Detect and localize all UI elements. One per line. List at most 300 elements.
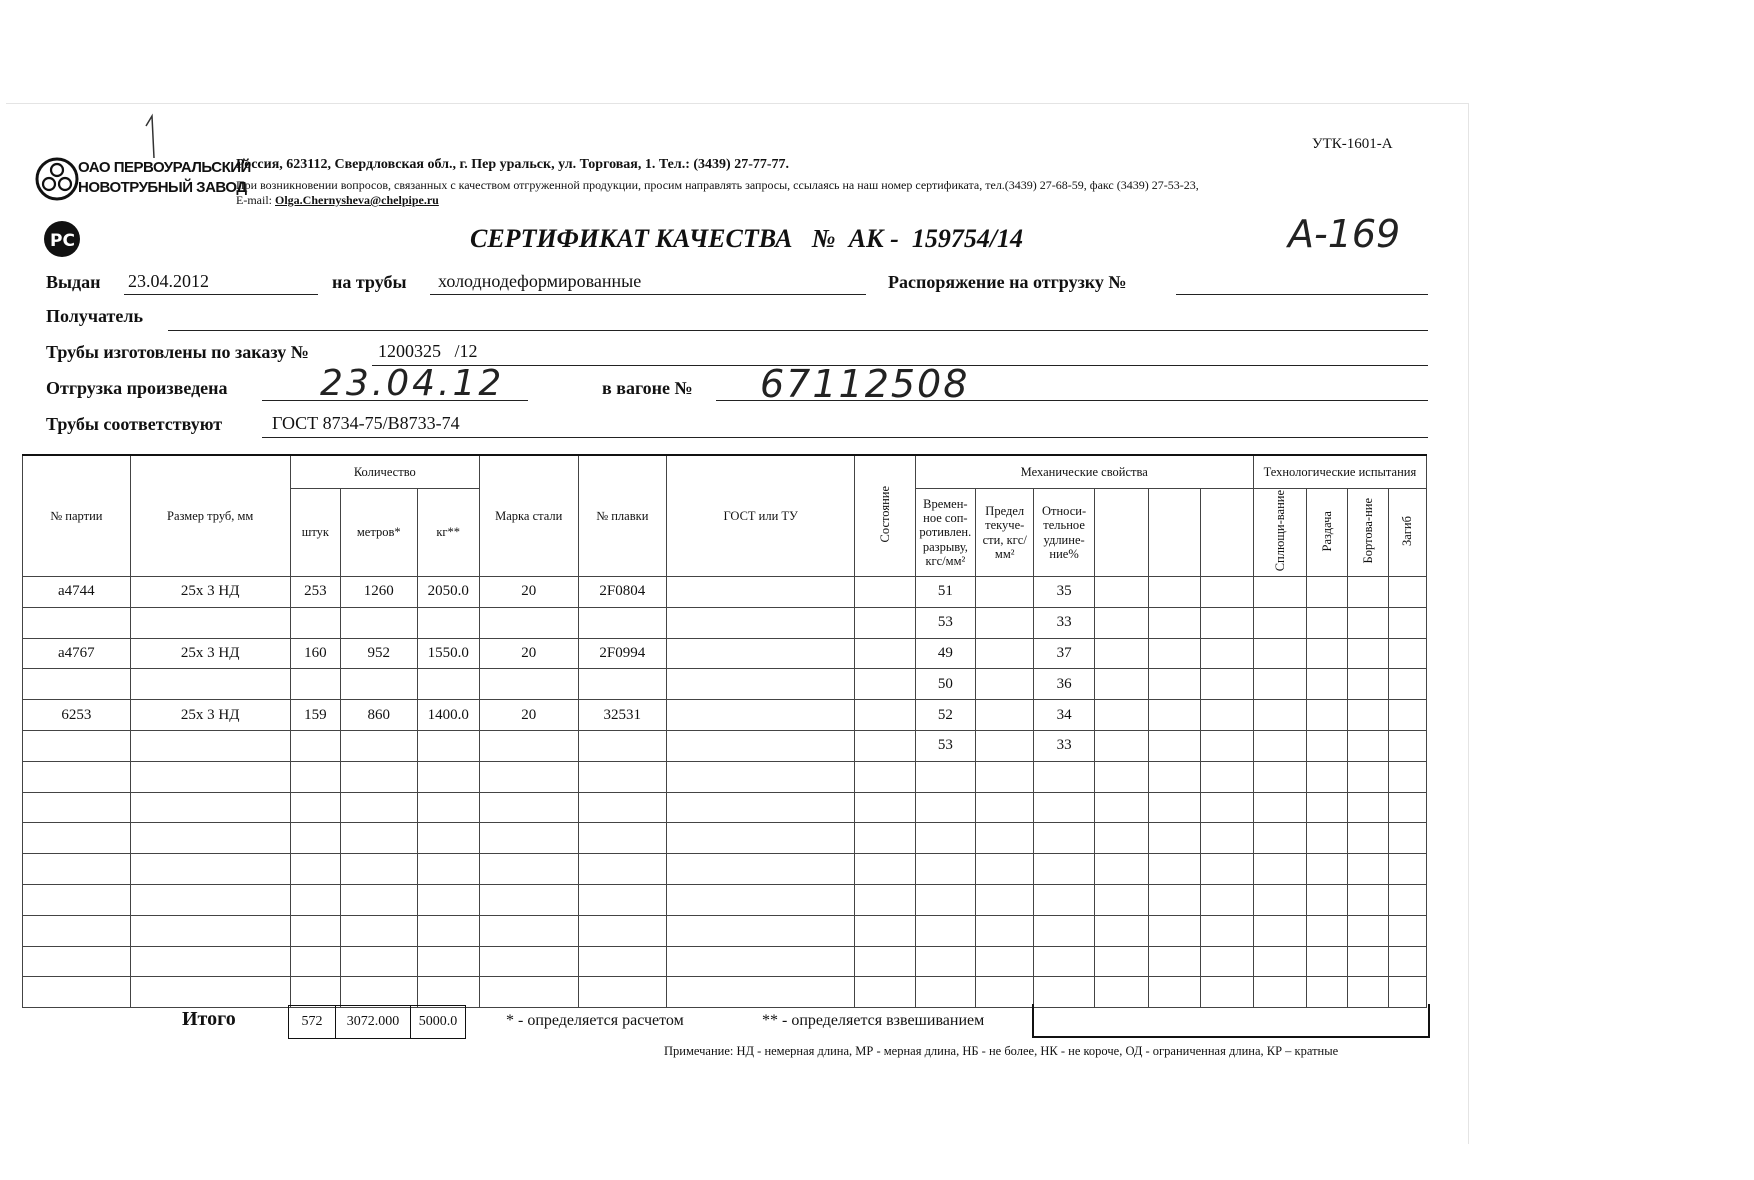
cell-heat: 2F0994 <box>578 638 667 669</box>
cell-flatten <box>1253 669 1306 700</box>
cell-tensile <box>915 946 975 977</box>
cell-kg: 2050.0 <box>417 577 479 608</box>
cell-flatten <box>1253 607 1306 638</box>
cell-batch <box>23 977 131 1008</box>
cell-meters <box>341 884 417 915</box>
cell-batch <box>23 669 131 700</box>
cell-flatten <box>1253 761 1306 792</box>
cell-gost <box>667 884 855 915</box>
cell-bend <box>1388 823 1426 854</box>
address-line: Россия, 623112, Свердловская обл., г. Пер уральск, ул. Торговая, 1. Тел.: (3439) 27-77-77. <box>236 157 790 172</box>
cell-yield <box>976 638 1034 669</box>
cell-kg <box>417 761 479 792</box>
totals-label: Итого <box>182 1008 236 1030</box>
cell-yield <box>976 854 1034 885</box>
cell-gost <box>667 761 855 792</box>
cell-steel: 20 <box>479 577 578 608</box>
cell-mech-extra-3 <box>1201 638 1253 669</box>
header-quantity: Количество <box>290 455 479 489</box>
header-flange <box>1348 489 1388 577</box>
cell-steel: 20 <box>479 700 578 731</box>
cell-state <box>855 854 915 885</box>
cell-steel <box>479 730 578 761</box>
cell-pcs <box>290 884 340 915</box>
cell-bend <box>1388 577 1426 608</box>
cell-mech-extra-2 <box>1149 577 1201 608</box>
cell-gost <box>667 977 855 1008</box>
cell-mech-extra-1 <box>1094 884 1148 915</box>
wagon-underline <box>716 400 1428 401</box>
cell-heat <box>578 854 667 885</box>
cell-pcs <box>290 823 340 854</box>
table-row <box>23 946 1427 977</box>
cell-flatten <box>1253 792 1306 823</box>
header-heat: № плавки <box>578 455 667 577</box>
cell-state <box>855 730 915 761</box>
header-yield: Предел текуче-сти, кгс/мм² <box>976 489 1034 577</box>
cell-meters: 952 <box>341 638 417 669</box>
cell-batch: а4744 <box>23 577 131 608</box>
cell-kg <box>417 607 479 638</box>
cell-yield <box>976 977 1034 1008</box>
email-link[interactable]: Olga.Chernysheva@chelpipe.ru <box>275 193 439 207</box>
certification-mark-icon <box>40 212 96 262</box>
cell-batch <box>23 915 131 946</box>
cell-steel <box>479 792 578 823</box>
cell-mech-extra-3 <box>1201 946 1253 977</box>
header-tensile: Времен-ное соп-ротивлен. разрыву, кгс/мм² <box>915 489 975 577</box>
header-tech: Технологические испытания <box>1253 455 1426 489</box>
cell-flange <box>1348 761 1388 792</box>
cell-bend <box>1388 638 1426 669</box>
cell-flare <box>1307 792 1348 823</box>
cell-elong <box>1034 884 1094 915</box>
cell-kg <box>417 669 479 700</box>
cell-flange <box>1348 823 1388 854</box>
cell-tensile: 49 <box>915 638 975 669</box>
cell-yield <box>976 792 1034 823</box>
cell-mech-extra-2 <box>1149 823 1201 854</box>
cell-gost <box>667 607 855 638</box>
cell-flatten <box>1253 577 1306 608</box>
cell-steel <box>479 946 578 977</box>
cell-heat <box>578 669 667 700</box>
certificate-title: СЕРТИФИКАТ КАЧЕСТВА № АК - 159754/14 <box>470 224 1024 253</box>
company-name <box>78 158 251 198</box>
cell-gost <box>667 823 855 854</box>
cell-meters <box>341 607 417 638</box>
cell-steel <box>479 915 578 946</box>
header-mech-empty-2 <box>1149 489 1201 577</box>
totals-empty-box <box>1032 1004 1430 1038</box>
cell-steel <box>479 884 578 915</box>
totals-pcs: 572 <box>289 1006 336 1039</box>
cell-elong: 36 <box>1034 669 1094 700</box>
footnote: Примечание: НД - немерная длина, МР - мерная длина, НБ - не более, НК - не короче, ОД - ограниченная длина, КР – кратные <box>664 1044 1339 1058</box>
cell-steel <box>479 977 578 1008</box>
cell-kg <box>417 977 479 1008</box>
cell-mech-extra-2 <box>1149 730 1201 761</box>
cell-mech-extra-2 <box>1149 638 1201 669</box>
cell-kg: 1550.0 <box>417 638 479 669</box>
table-row <box>23 915 1427 946</box>
cell-meters <box>341 854 417 885</box>
cell-state <box>855 823 915 854</box>
cell-size <box>130 792 290 823</box>
cell-mech-extra-1 <box>1094 915 1148 946</box>
cell-flare <box>1307 669 1348 700</box>
company-name-line1: ОАО ПЕРВОУРАЛЬСКИЙ <box>78 159 251 176</box>
cell-kg <box>417 915 479 946</box>
cell-size <box>130 854 290 885</box>
cell-pcs <box>290 792 340 823</box>
cell-steel: 20 <box>479 638 578 669</box>
cell-kg <box>417 946 479 977</box>
cell-mech-extra-2 <box>1149 700 1201 731</box>
cell-yield <box>976 730 1034 761</box>
cell-flange <box>1348 638 1388 669</box>
cell-meters: 1260 <box>341 577 417 608</box>
cell-yield <box>976 946 1034 977</box>
totals-note-2: ** - определяется взвешиванием <box>762 1012 985 1029</box>
cell-yield <box>976 823 1034 854</box>
order-shipping-label: Распоряжение на отгрузку № <box>888 272 1127 292</box>
issued-underline <box>124 294 318 295</box>
cell-gost <box>667 915 855 946</box>
cell-steel <box>479 607 578 638</box>
handwritten-mark: А-169 <box>1288 212 1401 256</box>
cell-steel <box>479 761 578 792</box>
cell-steel <box>479 823 578 854</box>
header-flare-text: Раздача <box>1320 510 1335 552</box>
cell-flatten <box>1253 730 1306 761</box>
cell-flange <box>1348 915 1388 946</box>
cell-bend <box>1388 915 1426 946</box>
cell-size: 25х 3 НД <box>130 577 290 608</box>
totals-meters: 3072.000 <box>336 1006 411 1039</box>
cell-flange <box>1348 792 1388 823</box>
cell-bend <box>1388 761 1426 792</box>
cell-state <box>855 761 915 792</box>
cell-mech-extra-1 <box>1094 607 1148 638</box>
cell-flare <box>1307 915 1348 946</box>
cell-pcs <box>290 761 340 792</box>
cell-meters <box>341 792 417 823</box>
header-bend <box>1388 489 1426 577</box>
cell-mech-extra-3 <box>1201 730 1253 761</box>
table-row <box>23 730 1427 761</box>
cell-pcs <box>290 854 340 885</box>
header-bend-text: Загиб <box>1400 515 1415 546</box>
header-mech-empty-1 <box>1094 489 1148 577</box>
cell-tensile <box>915 915 975 946</box>
cell-size <box>130 823 290 854</box>
cell-meters <box>341 761 417 792</box>
cell-batch: 6253 <box>23 700 131 731</box>
cell-elong <box>1034 946 1094 977</box>
cell-tensile <box>915 792 975 823</box>
cell-heat: 2F0804 <box>578 577 667 608</box>
cell-state <box>855 607 915 638</box>
table-row <box>23 638 1427 669</box>
cell-flange <box>1348 577 1388 608</box>
cell-tensile <box>915 977 975 1008</box>
cell-flare <box>1307 577 1348 608</box>
cell-elong <box>1034 823 1094 854</box>
cell-size <box>130 977 290 1008</box>
cell-size <box>130 669 290 700</box>
cell-kg <box>417 854 479 885</box>
cell-elong: 33 <box>1034 730 1094 761</box>
cell-steel <box>479 854 578 885</box>
cell-meters: 860 <box>341 700 417 731</box>
cell-batch <box>23 607 131 638</box>
totals-kg: 5000.0 <box>411 1006 466 1039</box>
cell-pcs <box>290 946 340 977</box>
cell-mech-extra-2 <box>1149 884 1201 915</box>
cell-pcs <box>290 607 340 638</box>
cell-kg <box>417 823 479 854</box>
table-row <box>23 700 1427 731</box>
cell-flange <box>1348 854 1388 885</box>
header-elong: Относи-тельное удлине-ние% <box>1034 489 1094 577</box>
cell-flare <box>1307 884 1348 915</box>
cell-flatten <box>1253 946 1306 977</box>
recipient-underline <box>168 330 1428 331</box>
cell-tensile <box>915 854 975 885</box>
cell-flatten <box>1253 884 1306 915</box>
cell-pcs: 160 <box>290 638 340 669</box>
cell-yield <box>976 915 1034 946</box>
cell-mech-extra-2 <box>1149 792 1201 823</box>
header-mech: Механические свойства <box>915 455 1253 489</box>
wagon-label: в вагоне № <box>602 378 693 398</box>
cell-batch <box>23 946 131 977</box>
cell-mech-extra-1 <box>1094 638 1148 669</box>
cell-flange <box>1348 946 1388 977</box>
cell-pcs: 159 <box>290 700 340 731</box>
cell-yield <box>976 700 1034 731</box>
cell-flatten <box>1253 638 1306 669</box>
cell-mech-extra-3 <box>1201 607 1253 638</box>
wagon-value: 67112508 <box>760 362 970 406</box>
cell-heat <box>578 884 667 915</box>
cell-bend <box>1388 854 1426 885</box>
header-meters: метров* <box>341 489 417 577</box>
totals-note-1: * - определяется расчетом <box>506 1012 684 1029</box>
cell-pcs <box>290 915 340 946</box>
cell-meters <box>341 977 417 1008</box>
cell-kg: 1400.0 <box>417 700 479 731</box>
cell-mech-extra-3 <box>1201 792 1253 823</box>
order-value: 1200325 /12 <box>378 341 478 361</box>
cell-meters <box>341 946 417 977</box>
cell-bend <box>1388 607 1426 638</box>
header-flatten-text: Сплющи-вание <box>1272 490 1287 572</box>
cell-mech-extra-2 <box>1149 946 1201 977</box>
cell-yield <box>976 669 1034 700</box>
standard-label: Трубы соответствуют <box>46 414 223 434</box>
pipes-underline <box>430 294 866 295</box>
cell-gost <box>667 638 855 669</box>
cell-bend <box>1388 946 1426 977</box>
cell-yield <box>976 884 1034 915</box>
table-row <box>23 669 1427 700</box>
cell-flare <box>1307 823 1348 854</box>
cell-steel <box>479 669 578 700</box>
shipping-label: Отгрузка произведена <box>46 378 228 398</box>
cell-size <box>130 915 290 946</box>
header-steel: Марка стали <box>479 455 578 577</box>
cell-size: 25х 3 НД <box>130 638 290 669</box>
cell-flatten <box>1253 915 1306 946</box>
cell-state <box>855 792 915 823</box>
cell-mech-extra-1 <box>1094 854 1148 885</box>
cell-elong: 33 <box>1034 607 1094 638</box>
header-size: Размер труб, мм <box>130 455 290 577</box>
cell-flare <box>1307 607 1348 638</box>
cell-heat: 32531 <box>578 700 667 731</box>
cell-gost <box>667 854 855 885</box>
cell-bend <box>1388 700 1426 731</box>
certificate-table <box>22 454 1427 1008</box>
cell-mech-extra-1 <box>1094 761 1148 792</box>
cell-flange <box>1348 730 1388 761</box>
svg-text:PC: PC <box>50 231 75 251</box>
cell-state <box>855 915 915 946</box>
cell-flare <box>1307 700 1348 731</box>
header-mech-empty-3 <box>1201 489 1253 577</box>
email-label: E-mail: <box>236 193 272 207</box>
cell-yield <box>976 577 1034 608</box>
cell-bend <box>1388 730 1426 761</box>
cell-size <box>130 884 290 915</box>
shipping-value: 23.04.12 <box>320 363 505 404</box>
cell-tensile: 53 <box>915 730 975 761</box>
shipping-underline <box>262 400 528 401</box>
cell-pcs <box>290 977 340 1008</box>
order-label: Трубы изготовлены по заказу № <box>46 342 309 362</box>
cell-flare <box>1307 761 1348 792</box>
header-flatten <box>1253 489 1306 577</box>
cell-heat <box>578 915 667 946</box>
cell-gost <box>667 792 855 823</box>
cell-meters <box>341 730 417 761</box>
header-gost: ГОСТ или ТУ <box>667 455 855 577</box>
cell-heat <box>578 823 667 854</box>
cell-tensile: 51 <box>915 577 975 608</box>
cell-flange <box>1348 700 1388 731</box>
cell-gost <box>667 730 855 761</box>
cell-batch <box>23 823 131 854</box>
cell-mech-extra-3 <box>1201 700 1253 731</box>
cell-heat <box>578 761 667 792</box>
cell-bend <box>1388 792 1426 823</box>
cell-tensile: 50 <box>915 669 975 700</box>
cell-tensile: 52 <box>915 700 975 731</box>
cell-pcs: 253 <box>290 577 340 608</box>
company-logo-icon <box>34 156 80 202</box>
recipient-label: Получатель <box>46 306 143 326</box>
cell-pcs <box>290 730 340 761</box>
cell-mech-extra-2 <box>1149 915 1201 946</box>
cell-meters <box>341 915 417 946</box>
table-row <box>23 577 1427 608</box>
table-row <box>23 823 1427 854</box>
cell-mech-extra-1 <box>1094 730 1148 761</box>
cell-yield <box>976 761 1034 792</box>
cell-mech-extra-1 <box>1094 792 1148 823</box>
cell-mech-extra-3 <box>1201 577 1253 608</box>
cell-meters <box>341 823 417 854</box>
table-row <box>23 884 1427 915</box>
cell-flange <box>1348 607 1388 638</box>
header-state-text: Состояние <box>877 486 892 543</box>
cell-size <box>130 946 290 977</box>
cell-mech-extra-1 <box>1094 700 1148 731</box>
company-name-line2: НОВОТРУБНЫЙ ЗАВОД <box>78 179 247 196</box>
cell-mech-extra-3 <box>1201 669 1253 700</box>
cell-batch <box>23 792 131 823</box>
cell-heat <box>578 607 667 638</box>
cell-mech-extra-1 <box>1094 823 1148 854</box>
cell-mech-extra-2 <box>1149 854 1201 885</box>
cell-heat <box>578 730 667 761</box>
cell-flare <box>1307 946 1348 977</box>
cell-gost <box>667 946 855 977</box>
cell-batch <box>23 854 131 885</box>
totals-table <box>288 1005 466 1039</box>
cell-elong <box>1034 792 1094 823</box>
pipes-value: холоднодеформированные <box>438 271 642 291</box>
cell-mech-extra-2 <box>1149 669 1201 700</box>
cell-bend <box>1388 669 1426 700</box>
cell-gost <box>667 669 855 700</box>
cell-heat <box>578 792 667 823</box>
cell-mech-extra-3 <box>1201 854 1253 885</box>
cell-mech-extra-3 <box>1201 884 1253 915</box>
cell-flange <box>1348 669 1388 700</box>
cell-mech-extra-3 <box>1201 761 1253 792</box>
cell-gost <box>667 577 855 608</box>
cell-meters <box>341 669 417 700</box>
form-code: УТК-1601-А <box>1312 136 1393 152</box>
email-line <box>236 193 439 208</box>
cell-mech-extra-2 <box>1149 607 1201 638</box>
cell-mech-extra-1 <box>1094 577 1148 608</box>
cell-flatten <box>1253 700 1306 731</box>
standard-value: ГОСТ 8734-75/В8733-74 <box>272 413 460 433</box>
issued-label: Выдан <box>46 272 101 292</box>
issued-value: 23.04.2012 <box>128 271 209 291</box>
cell-mech-extra-1 <box>1094 669 1148 700</box>
cell-heat <box>578 977 667 1008</box>
cell-batch <box>23 884 131 915</box>
cell-state <box>855 577 915 608</box>
cell-size <box>130 607 290 638</box>
cell-mech-extra-1 <box>1094 946 1148 977</box>
cell-yield <box>976 607 1034 638</box>
cell-gost <box>667 700 855 731</box>
pipes-label: на трубы <box>332 272 407 292</box>
cell-flange <box>1348 884 1388 915</box>
cell-size <box>130 730 290 761</box>
cell-tensile <box>915 823 975 854</box>
cell-elong: 35 <box>1034 577 1094 608</box>
cell-size: 25х 3 НД <box>130 700 290 731</box>
cell-elong <box>1034 854 1094 885</box>
table-row <box>23 854 1427 885</box>
